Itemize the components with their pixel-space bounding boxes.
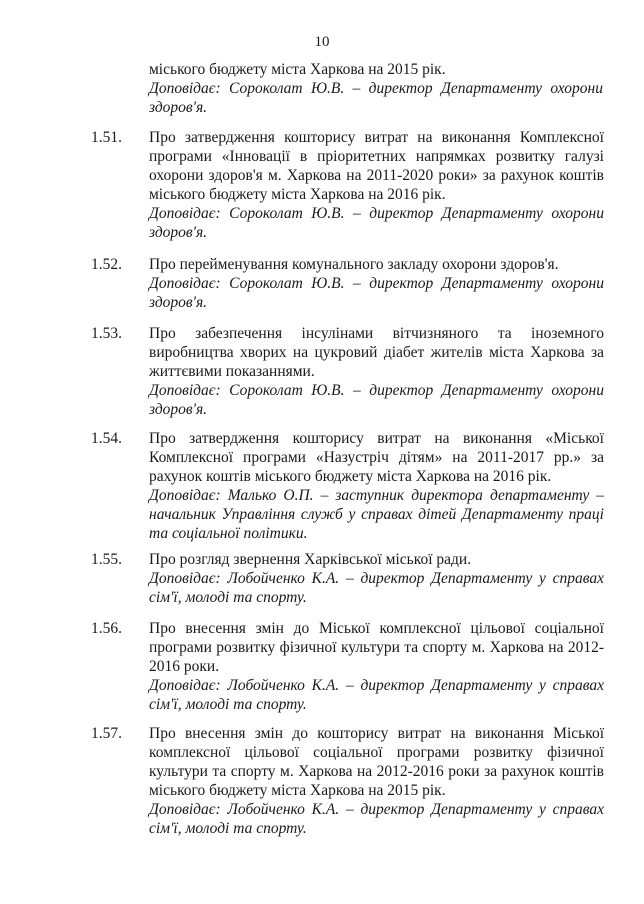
item-body [149, 255, 604, 312]
item-text: Про затвердження кошторису витрат на виконання «Міської Комплексної програми «Назустріч дітям» на 2011-2017 рр.» за рахунок коштів міського бюджету міста Харкова на 2016 рік. [149, 430, 604, 485]
item-text: Про внесення змін до Міської комплексної цільової соціальної програми розвитку фізичної культури та спорту м. Харкова на 2012-2016 роки. [149, 620, 604, 675]
continued-item [149, 60, 603, 117]
item-reporter: Доповідає: Лобойченко К.А. – директор Департаменту у справах сім'ї, молоді та спорту. [149, 570, 604, 606]
item-text: Про розгляд звернення Харківської міської ради. [149, 551, 472, 568]
item-reporter: Доповідає: Малько О.П. – заступник директора департаменту – начальник Управління служб у справах дітей Департаменту праці та соціальної політики. [149, 487, 604, 542]
item-reporter: Доповідає: Сороколат Ю.В. – директор Департаменту охорони здоров'я. [149, 382, 604, 418]
item-body [149, 128, 604, 242]
item-body [149, 724, 604, 838]
item-text: Про затвердження кошторису витрат на виконання Комплексної програми «Інновації в пріоритетних напрямках розвитку галузі охорони здоров'я м. Харкова на 2011-2020 роки» за рахунок коштів міського бюджету міста Харкова на 2016 рік. [149, 129, 604, 203]
item-body [149, 324, 604, 419]
item-number: 1.55. [91, 551, 122, 568]
item-body [149, 619, 604, 714]
item-reporter: Доповідає: Лобойченко К.А. – директор Департаменту у справах сім'ї, молоді та спорту. [149, 677, 604, 713]
item-number: 1.57. [91, 725, 122, 742]
item-body [149, 550, 604, 607]
item-number: 1.51. [91, 129, 122, 146]
item-body [149, 429, 604, 543]
item-text: Про перейменування комунального закладу охорони здоров'я. [149, 256, 559, 273]
item-text: Про внесення змін до кошторису витрат на виконання Міської комплексної цільової соціальної програми розвитку фізичної культури та спорту м. Харкова на 2012-2016 роки за рахунок коштів міського бюджету міста Харкова на 2015 рік. [149, 725, 604, 799]
item-reporter: Доповідає: Сороколат Ю.В. – директор Департаменту охорони здоров'я. [149, 205, 604, 241]
continued-item-reporter: Доповідає: Сороколат Ю.В. – директор Департаменту охорони здоров'я. [149, 80, 603, 116]
item-number: 1.52. [91, 256, 122, 273]
item-number: 1.53. [91, 325, 122, 342]
item-reporter: Доповідає: Лобойченко К.А. – директор Департаменту у справах сім'ї, молоді та спорту. [149, 801, 604, 837]
item-reporter: Доповідає: Сороколат Ю.В. – директор Департаменту охорони здоров'я. [149, 275, 604, 311]
continued-item-text: міського бюджету міста Харкова на 2015 рік. [149, 61, 446, 78]
item-number: 1.56. [91, 620, 122, 637]
item-number: 1.54. [91, 430, 122, 447]
page-number: 10 [314, 34, 330, 50]
item-text: Про забезпечення інсулінами вітчизняного та іноземного виробництва хворих на цукровий діабет жителів міста Харкова за життєвими показаннями. [149, 325, 604, 380]
